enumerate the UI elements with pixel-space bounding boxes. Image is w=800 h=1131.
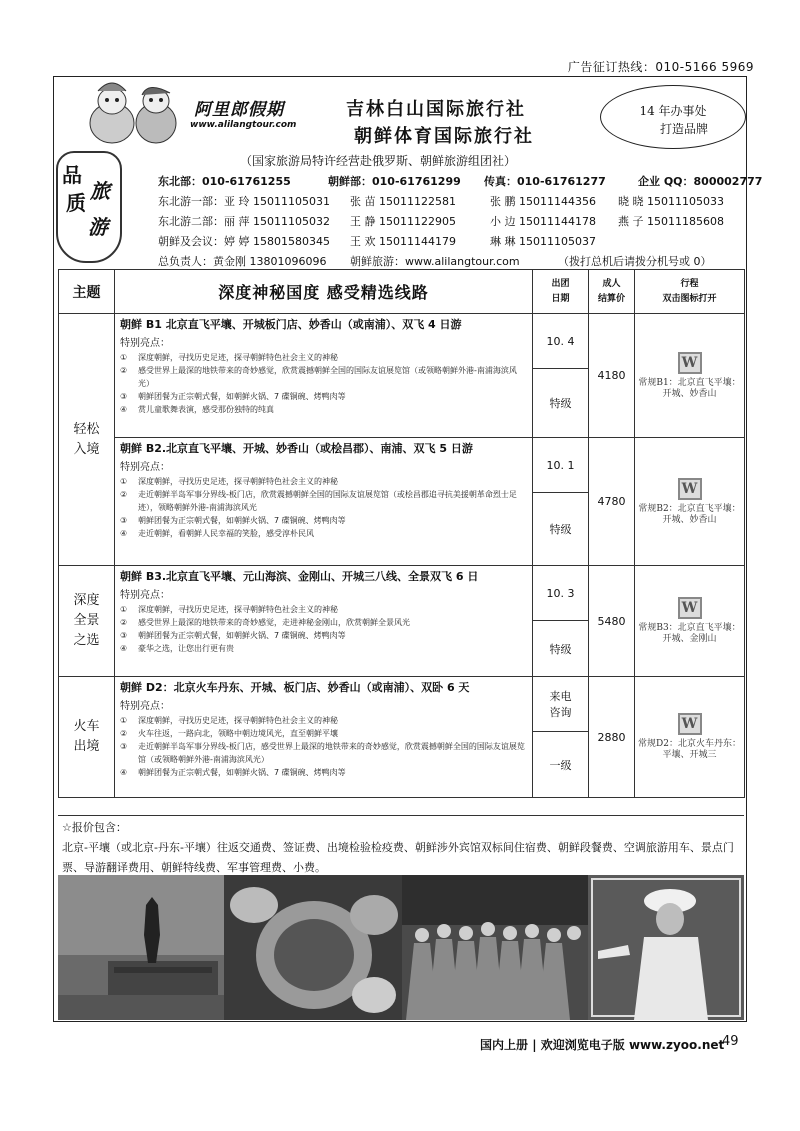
- header-link-text: 行程 双击图标打开: [662, 278, 717, 304]
- contact-korea: 朝鲜部：010-61761299: [328, 175, 461, 188]
- theme-label: 轻松 入境: [73, 421, 100, 457]
- itinerary-link[interactable]: [635, 314, 745, 438]
- list-item: [120, 403, 528, 416]
- item-text: 走近朝鲜半岛军事分界线-板门店，欣赏震撼朝鲜全国的国际友谊展览馆（或桧昌郡追寻抗美援朝革命烈士足迹），领略朝鲜外港-南浦海滨风光: [138, 490, 517, 512]
- seal-char-2: 质: [66, 191, 86, 215]
- header-title: 深度神秘国度 感受精选线路: [115, 270, 533, 314]
- contact-northeast: 东北部：010-61761255: [158, 175, 291, 188]
- footer-section: 国内上册: [480, 1038, 529, 1052]
- slogan-bubble: [600, 85, 746, 149]
- highlight-label: 特别亮点：: [120, 701, 170, 712]
- item-text: 走近朝鲜，看朝鲜人民幸福的笑脸，感受淳朴民风: [138, 529, 314, 538]
- quality-travel-seal: [56, 151, 122, 263]
- seal-char-4: 游: [88, 215, 108, 239]
- list-item: [120, 364, 528, 390]
- route-title: 朝鲜 B2.北京直飞平壤、开城、妙香山（或桧昌郡）、南浦、双飞 5 日游: [120, 442, 473, 455]
- item-text: 走近朝鲜半岛军事分界线-板门店，感受世界上最深的地铁带来的奇妙感觉，欣赏震撼朝鲜全国的国际友谊展览馆（或领略朝鲜外港-南浦海滨风光）: [138, 742, 525, 764]
- seal-char-3: 旅: [90, 179, 110, 203]
- list-item: [120, 351, 528, 364]
- itinerary-link-label: 常规D2：北京火车丹东：平壤、开城三: [638, 739, 741, 760]
- extension-note: （拨打总机后请拨分机号或 0）: [558, 255, 712, 268]
- item-text: 朝鲜团餐为正宗朝式餐，如朝鲜火锅、7 碟铜碗、烤鸭肉等: [138, 768, 346, 777]
- contact-item: 琳 琳 15011105037: [490, 235, 596, 248]
- org-name-1: 吉林白山国际旅行社: [346, 99, 526, 120]
- header-link: [635, 270, 745, 314]
- contact-item: 燕 子 15011185608: [618, 215, 724, 228]
- route-grade: 特级: [533, 493, 589, 566]
- photo-strip: [58, 875, 744, 1020]
- itinerary-link-label: 常规B3：北京直飞平壤：开城、金刚山: [638, 623, 741, 644]
- itinerary-link[interactable]: [635, 438, 745, 566]
- itinerary-link-label: 常规B1：北京直飞平壤：开城、妙香山: [638, 377, 741, 399]
- traffic-officer-photo: [588, 875, 744, 1020]
- table-row: [59, 438, 745, 493]
- list-item: [120, 390, 528, 403]
- includes-text: 北京-平壤（或北京-丹东-平壤）往返交通费、签证费、出境检验检疫费、朝鲜涉外宾馆双标间住宿费、朝鲜段餐费、空调旅游用车、景点门票、导游翻译费用、朝鲜特线费、军事管理费、小费。: [62, 841, 734, 874]
- route-detail: [115, 314, 533, 438]
- footer-divider: |: [532, 1038, 541, 1052]
- contact-item: 晓 晓 15011105033: [618, 195, 724, 208]
- list-item: [120, 527, 528, 540]
- includes-title: ☆报价包含：: [62, 821, 127, 834]
- word-doc-icon[interactable]: W: [678, 352, 702, 374]
- route-grade: 一级: [533, 732, 589, 798]
- item-number: ②: [120, 618, 128, 627]
- item-number: ③: [120, 631, 128, 640]
- price-cell: 4180: [589, 314, 635, 438]
- page-number: 49: [722, 1034, 739, 1049]
- item-number: ④: [120, 644, 128, 653]
- item-number: ④: [120, 405, 128, 414]
- theme-cell: [59, 566, 115, 677]
- contact-item: 张 苗 15011122581: [350, 195, 456, 208]
- dancers-photo: [402, 875, 588, 1020]
- item-text: 火车往返，一路向北，领略中朝边境风光，直至朝鲜平壤: [138, 729, 338, 738]
- departure-date: 10. 4: [533, 314, 589, 369]
- item-text: 深度朝鲜，寻找历史足迹，探寻朝鲜特色社会主义的神秘: [138, 353, 338, 362]
- brand-name: 阿里郎假期: [194, 100, 284, 120]
- theme-label: 火车 出境: [73, 719, 100, 754]
- price-cell: 2880: [589, 677, 635, 798]
- ad-hotline: 广告征订热线：010-5166 5969: [567, 60, 754, 74]
- header-date: [533, 270, 589, 314]
- item-number: ③: [120, 516, 128, 525]
- highlight-label: 特别亮点：: [120, 462, 170, 473]
- theme-label: 深度 全景 之选: [73, 593, 100, 648]
- contact-item: 东北游二部：丽 萍 15011105032: [158, 215, 330, 228]
- route-title: 朝鲜 B3.北京直飞平壤、元山海滨、金刚山、开城三八线、全景双飞 6 日: [120, 570, 479, 583]
- korea-tour-site[interactable]: 朝鲜旅游：www.alilangtour.com: [350, 255, 520, 268]
- org-name-2: 朝鲜体育国际旅行社: [354, 126, 534, 147]
- contact-block: [158, 173, 763, 273]
- contact-item: 王 欢 15011144179: [350, 235, 456, 248]
- list-item: [120, 514, 528, 527]
- ad-frame: [53, 76, 763, 1022]
- contact-row-ne2: [158, 213, 742, 233]
- list-item: [120, 488, 528, 514]
- route-detail: [115, 677, 533, 798]
- route-detail: [115, 438, 533, 566]
- itinerary-link[interactable]: [635, 566, 745, 677]
- contact-item: 东北游一部：亚 玲 15011105031: [158, 195, 330, 208]
- table-row: [59, 314, 745, 369]
- itinerary-link-label: 常规B2：北京直飞平壤：开城、妙香山: [638, 503, 741, 525]
- item-number: ①: [120, 353, 128, 362]
- slogan-line-1: 14 年办事处: [639, 104, 707, 118]
- header-price: [589, 270, 635, 314]
- price-cell: 5480: [589, 566, 635, 677]
- korean-food-photo: [224, 875, 402, 1020]
- word-doc-icon[interactable]: W: [678, 478, 702, 500]
- item-number: ②: [120, 490, 128, 499]
- theme-cell: [59, 677, 115, 798]
- item-text: 深度朝鲜，寻找历史足迹，探寻朝鲜特色社会主义的神秘: [138, 477, 338, 486]
- table-row: [59, 677, 745, 732]
- word-doc-icon[interactable]: W: [678, 713, 702, 735]
- item-text: 深度朝鲜，寻找历史足迹，探寻朝鲜特色社会主义的神秘: [138, 716, 338, 725]
- item-text: 朝鲜团餐为正宗朝式餐，如朝鲜火锅、7 碟铜碗、烤鸭肉等: [138, 631, 346, 640]
- word-doc-icon[interactable]: W: [678, 597, 702, 619]
- item-number: ④: [120, 768, 128, 777]
- seal-char-1: 品: [62, 163, 82, 187]
- contact-item: 朝鲜及会议：婷 婷 15801580345: [158, 235, 330, 248]
- list-item: [120, 740, 528, 766]
- departure-date: 10. 1: [533, 438, 589, 493]
- list-item: [120, 642, 528, 655]
- item-number: ①: [120, 716, 128, 725]
- itinerary-link[interactable]: [635, 677, 745, 798]
- item-text: 豪华之选，让您出行更有贵: [138, 644, 234, 653]
- license-note: （国家旅游局特许经营赴俄罗斯、朝鲜旅游组团社）: [240, 154, 517, 168]
- item-number: ②: [120, 366, 128, 375]
- item-text: 赏儿童歌舞表演，感受那份独特的纯真: [138, 405, 274, 414]
- contact-row-depts: [158, 173, 763, 193]
- list-item: [120, 766, 528, 779]
- slogan-line-2: 打造品牌: [659, 122, 708, 136]
- monument-photo: [58, 875, 224, 1020]
- item-text: 朝鲜团餐为正宗朝式餐，如朝鲜火锅、7 碟铜碗、烤鸭肉等: [138, 392, 346, 401]
- contact-item: 张 鹏 15011144356: [490, 195, 596, 208]
- item-number: ③: [120, 392, 128, 401]
- table-header-row: [59, 270, 745, 314]
- item-text: 深度朝鲜，寻找历史足迹，探寻朝鲜特色社会主义的神秘: [138, 605, 338, 614]
- departure-date: [533, 677, 589, 732]
- price-includes: [58, 815, 744, 880]
- departure-date: 10. 3: [533, 566, 589, 621]
- contact-item: 小 边 15011144178: [490, 215, 596, 228]
- header-date-text: 出团 日期: [551, 278, 570, 304]
- item-number: ②: [120, 729, 128, 738]
- routes-table: [58, 269, 745, 798]
- table-row: [59, 566, 745, 621]
- brand-url: www.alilangtour.com: [190, 120, 297, 130]
- list-item: [120, 714, 528, 727]
- item-number: ①: [120, 605, 128, 614]
- contact-qq: 企业 QQ：800002777: [638, 175, 763, 188]
- list-item: [120, 475, 528, 488]
- route-title: 朝鲜 D2：北京火车丹东、开城、板门店、妙香山（或南浦）、双卧 6 天: [120, 681, 470, 694]
- list-item: [120, 629, 528, 642]
- header-price-text: 成人 结算价: [597, 278, 625, 304]
- theme-cell: [59, 314, 115, 566]
- contact-row-korea: [158, 233, 742, 253]
- route-grade: 特级: [533, 369, 589, 438]
- page-footer: [480, 1036, 724, 1053]
- item-number: ③: [120, 742, 128, 751]
- contact-item: 王 静 15011122905: [350, 215, 456, 228]
- list-item: [120, 616, 528, 629]
- item-number: ①: [120, 477, 128, 486]
- contact-row-ne1: [158, 193, 742, 213]
- route-grade: 特级: [533, 621, 589, 677]
- route-title: 朝鲜 B1 北京直飞平壤、开城板门店、妙香山（或南浦）、双飞 4 日游: [120, 318, 462, 331]
- header-theme: 主题: [59, 270, 115, 314]
- contact-fax: 传真：010-61761277: [484, 175, 606, 188]
- departure-date-text: 来电 咨询: [549, 690, 572, 719]
- manager-contact: 总负责人：黄金刚 13801096096: [158, 255, 327, 268]
- item-text: 感受世界上最深的地铁带来的奇妙感觉，走进神秘金刚山，欣赏朝鲜全景风光: [138, 618, 410, 627]
- item-text: 感受世界上最深的地铁带来的奇妙感觉，欣赏震撼朝鲜全国的国际友谊展览馆（或领略朝鲜外港-南浦海滨风光）: [138, 366, 517, 388]
- item-text: 朝鲜团餐为正宗朝式餐，如朝鲜火锅、7 碟铜碗、烤鸭肉等: [138, 516, 346, 525]
- highlight-label: 特别亮点：: [120, 590, 170, 601]
- highlight-label: 特别亮点：: [120, 338, 170, 349]
- list-item: [120, 603, 528, 616]
- route-detail: [115, 566, 533, 677]
- item-number: ④: [120, 529, 128, 538]
- list-item: [120, 727, 528, 740]
- footer-ebook-note[interactable]: 欢迎浏览电子版 www.zyoo.net: [540, 1038, 725, 1052]
- price-cell: 4780: [589, 438, 635, 566]
